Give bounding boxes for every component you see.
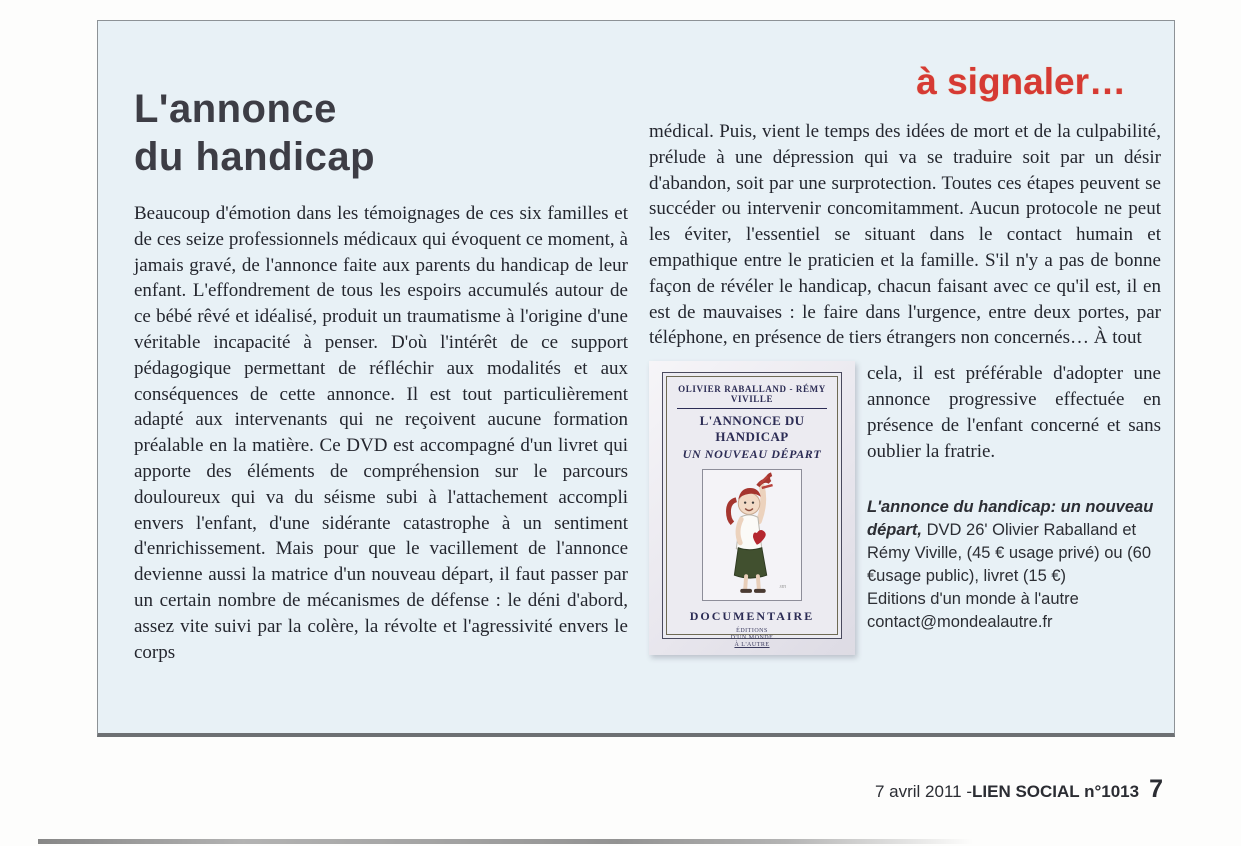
article-right-top-text: médical. Puis, vient le temps des idées de mort et de la culpabilité, prélude à une dépression qui va se traduire soit par un désir d'abandon, soit par une surprotection. Toutes ces étapes peuvent se succéder ou intervenir concomitamment. Aucun protocole ne peut les éviter, l'essentiel se situant dans le contact humain et empathique entre le praticien et la famille. S'il n'y a pas de bonne façon de révéler le handicap, chacun faisant avec ce qu'il est, il en est de mauvaises : le faire dans l'urgence, entre deux portes, par téléphone, en présence de tiers étrangers non concernés… À tout <box>649 121 1161 349</box>
dvd-caption <box>867 496 1161 634</box>
dvd-publisher-line2: D'UN MONDE <box>730 635 774 642</box>
article-column-left: Beaucoup d'émotion dans les témoignages de ces six familles et de ces seize professionnels médicaux qui évoquent ce moment, à jamais gravé, de l'annonce faite aux parents du handicap de leur enfant. L'effondrement de tous les espoirs accumulés autour de ce bébé rêvé et idéalisé, produit un traumatisme à l'origine d'une véritable incapacité à penser. D'où l'intérêt de ce support pédagogique permettant de réfléchir aux modalités et aux conséquences de cette annonce. Il est tout particulièrement adapté aux intervenants qui ne reçoivent aucune formation préalable en la matière. Ce DVD est accompagné d'un livret qui apporte des éléments de compréhension sur le parcours douloureux qui va du séisme subi à l'attachement accompli envers l'enfant, d'une sidérante catastrophe à un sentiment d'enrichissement. Mais pour que le vacillement de l'annonce devienne aussi la matrice d'un nouveau départ, il faut passer par un certain nombre de mécanismes de défense : le déni d'abord, assez vite suivi par la colère, la révolte et l'agressivité envers le corps <box>134 203 628 663</box>
dvd-genre: DOCUMENTAIRE <box>689 609 815 624</box>
right-bottom-block <box>649 361 1161 655</box>
footer-page-number: 7 <box>1149 775 1163 803</box>
dvd-publisher-logo <box>731 628 774 649</box>
dvd-publisher-line3: À L'AUTRE <box>734 642 770 649</box>
dvd-publisher-line1: ÉDITIONS <box>736 628 768 635</box>
dvd-cover-frame <box>666 376 838 649</box>
footer-date: 7 avril 2011 - <box>874 782 972 801</box>
dvd-authors: OLIVIER RABALLAND - RÉMY VIVILLE <box>678 384 826 405</box>
article-panel <box>97 20 1175 737</box>
caption-title: L'annonce du handicap: un nouveau départ, <box>867 498 1154 540</box>
dvd-title: L'ANNONCE DU HANDICAP <box>699 413 805 445</box>
dvd-cover-photo <box>649 361 855 655</box>
article-title-line1: L'annonce <box>134 87 337 131</box>
svg-text:sm: sm <box>779 584 786 591</box>
article-right-narrow-text: cela, il est préférable d'adopter une annonce progressive effectuée en présence de l'enfant concerné et sans oublier la fratrie. <box>867 363 1161 462</box>
page-footer <box>875 775 1163 804</box>
caption-details: DVD 26' Olivier Raballand et Rémy Viville, (45 € usage privé) ou (60 €usage public), livret (15 €) <box>867 521 1151 586</box>
section-label: à signaler… <box>916 61 1126 102</box>
article-column-right <box>649 119 1161 655</box>
caption-email: contact@mondealautre.fr <box>867 613 1053 632</box>
caption-publisher: Editions d'un monde à l'autre <box>867 590 1079 609</box>
dvd-divider <box>677 408 826 409</box>
scan-artifact <box>38 839 973 844</box>
footer-journal: LIEN SOCIAL n°1013 <box>972 782 1140 801</box>
girl-illustration <box>702 469 802 601</box>
article-title-line2: du handicap <box>134 135 376 179</box>
article-title <box>134 85 375 181</box>
dvd-subtitle: UN NOUVEAU DÉPART <box>682 447 822 462</box>
dvd-cover <box>662 372 842 649</box>
right-side-column <box>855 361 1161 655</box>
